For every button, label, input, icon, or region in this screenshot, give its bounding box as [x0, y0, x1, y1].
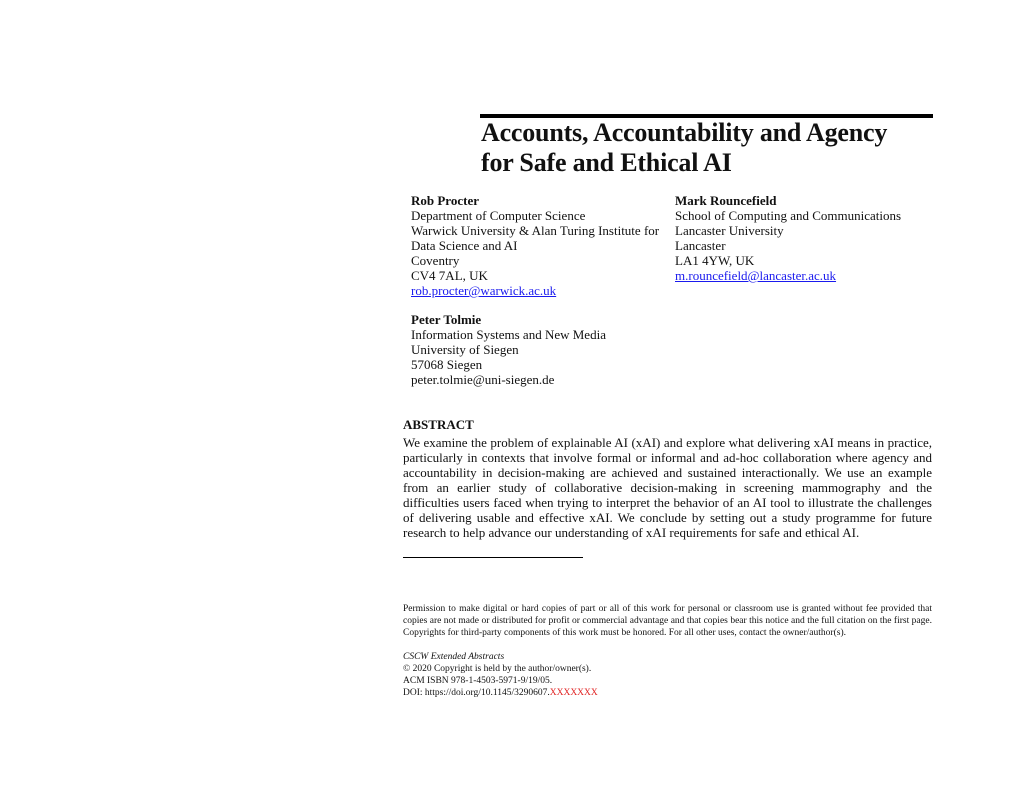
author-city: Lancaster [675, 238, 726, 253]
author-city: 57068 Siegen [411, 357, 483, 372]
paper-title-line-2: for Safe and Ethical AI [481, 148, 732, 177]
author-name: Rob Procter [411, 193, 479, 208]
author-department: School of Computing and Communications [675, 208, 902, 223]
venue: CSCW Extended Abstracts [403, 652, 505, 662]
abstract-body: We examine the problem of explainable AI (xAI) and explore what delivering xAI means in practice, particularly in contexts that involve formal or informal and ad-hoc collaboration where agency and accountability in decision-making are achieved and sustained interactionally. We use an example from an earlier study of collaborative decision-making in screening mammography and the difficulties users faced when trying to interpret the behavior of an AI tool to illustrate the challenges of delivering usable and effective xAI. We conclude by setting out a study programme for future research to help advance our understanding of xAI requirements for safe and ethical AI. [403, 435, 932, 540]
doi [403, 687, 932, 699]
author-institution: Lancaster University [675, 223, 784, 238]
author-institution: University of Siegen [411, 342, 519, 357]
footnote-rule [403, 557, 583, 558]
author-name: Peter Tolmie [411, 312, 482, 327]
author-email: peter.tolmie@uni-siegen.de [411, 372, 555, 387]
author-postcode: LA1 4YW, UK [675, 253, 755, 268]
author-email-link[interactable]: rob.procter@warwick.ac.uk [411, 283, 557, 298]
permission-notice: Permission to make digital or hard copies of part or all of this work for personal or classroom use is granted without fee provided that copies are not made or distributed for profit or commercial advantage and that copies bear this notice and the full citation on the first page. Copyrights for third-party components of this work must be honored. For all other uses, contact the owner/author(s). [403, 604, 932, 638]
paper-title-line-1: Accounts, Accountability and Agency [481, 118, 888, 147]
doi-prefix: DOI: https://doi.org/10.1145/3290607. [403, 688, 550, 698]
author-city: Coventry [411, 253, 460, 268]
author-email-link[interactable]: m.rouncefield@lancaster.ac.uk [675, 268, 837, 283]
author-postcode: CV4 7AL, UK [411, 268, 488, 283]
abstract-heading: ABSTRACT [403, 417, 474, 432]
isbn: ACM ISBN 978-1-4503-5971-9/19/05. [403, 676, 553, 686]
paper-title [481, 118, 941, 178]
author-tolmie [411, 312, 673, 387]
author-department: Information Systems and New Media [411, 327, 606, 342]
author-name: Mark Rouncefield [675, 193, 777, 208]
doi-placeholder: XXXXXXX [549, 688, 598, 698]
author-department: Department of Computer Science [411, 208, 586, 223]
author-rouncefield [675, 193, 935, 283]
author-institution: Warwick University & Alan Turing Institute for Data Science and AI [411, 223, 660, 253]
publication-metadata [403, 651, 932, 699]
copyright: © 2020 Copyright is held by the author/owner(s). [403, 664, 592, 674]
author-procter [411, 193, 673, 298]
